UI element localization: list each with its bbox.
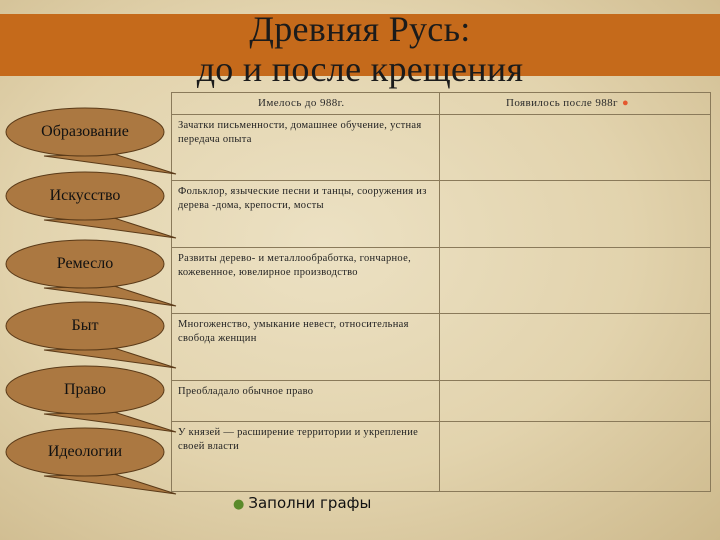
category-bubble-craft <box>4 238 166 290</box>
cell-before: Зачатки письменности, домашнее обучение, устная передача опыта <box>172 115 440 181</box>
slide-title-line1: Древняя Русь: <box>249 9 471 49</box>
cell-before: Развиты дерево- и металлообработка, гончарное, кожевенное, ювелирное производство <box>172 247 440 313</box>
column-header-before: Имелось до 988г. <box>258 97 345 109</box>
slide-title-line2: до и после крещения <box>196 49 524 89</box>
category-bubble-law <box>4 364 166 416</box>
header-cell-before <box>172 93 440 115</box>
cell-before: Многоженство, умыкание невест, относительная свобода женщин <box>172 314 440 380</box>
category-label: Ремесло <box>56 255 114 272</box>
cell-before: У князей — расширение территории и укрепление своей власти <box>172 422 440 492</box>
footer-text: Заполни графы <box>248 494 372 512</box>
category-bubble-daily-life <box>4 300 166 352</box>
cell-after[interactable] <box>440 422 711 492</box>
bullet-icon: ● <box>233 497 245 512</box>
bullet-icon: ● <box>621 97 630 109</box>
cell-before: Фольклор, языческие песни и танцы, сооружения из дерева -дома, крепости, мосты <box>172 181 440 247</box>
table-row <box>172 380 711 421</box>
comparison-table <box>171 92 711 492</box>
table-row <box>172 93 711 115</box>
category-label: Право <box>63 381 107 398</box>
category-label: Идеологии <box>47 443 123 460</box>
cell-after[interactable] <box>440 181 711 247</box>
category-label: Быт <box>71 317 99 334</box>
column-header-after: Появилось после 988г ● <box>506 97 630 109</box>
cell-after[interactable] <box>440 314 711 380</box>
table-row <box>172 422 711 492</box>
cell-after[interactable] <box>440 247 711 313</box>
category-label: Искусство <box>49 187 121 204</box>
table-row <box>172 115 711 181</box>
category-bubble-ideology <box>4 426 166 478</box>
table-row <box>172 181 711 247</box>
table-row <box>172 314 711 380</box>
category-label: Образование <box>41 123 129 140</box>
category-bubble-art <box>4 170 166 222</box>
table-row <box>172 247 711 313</box>
header-cell-after <box>440 93 711 115</box>
cell-after[interactable] <box>440 380 711 421</box>
cell-after[interactable] <box>440 115 711 181</box>
category-bubble-education <box>4 106 166 158</box>
cell-before: Преобладало обычное право <box>172 380 440 421</box>
footer-instruction <box>233 494 371 512</box>
